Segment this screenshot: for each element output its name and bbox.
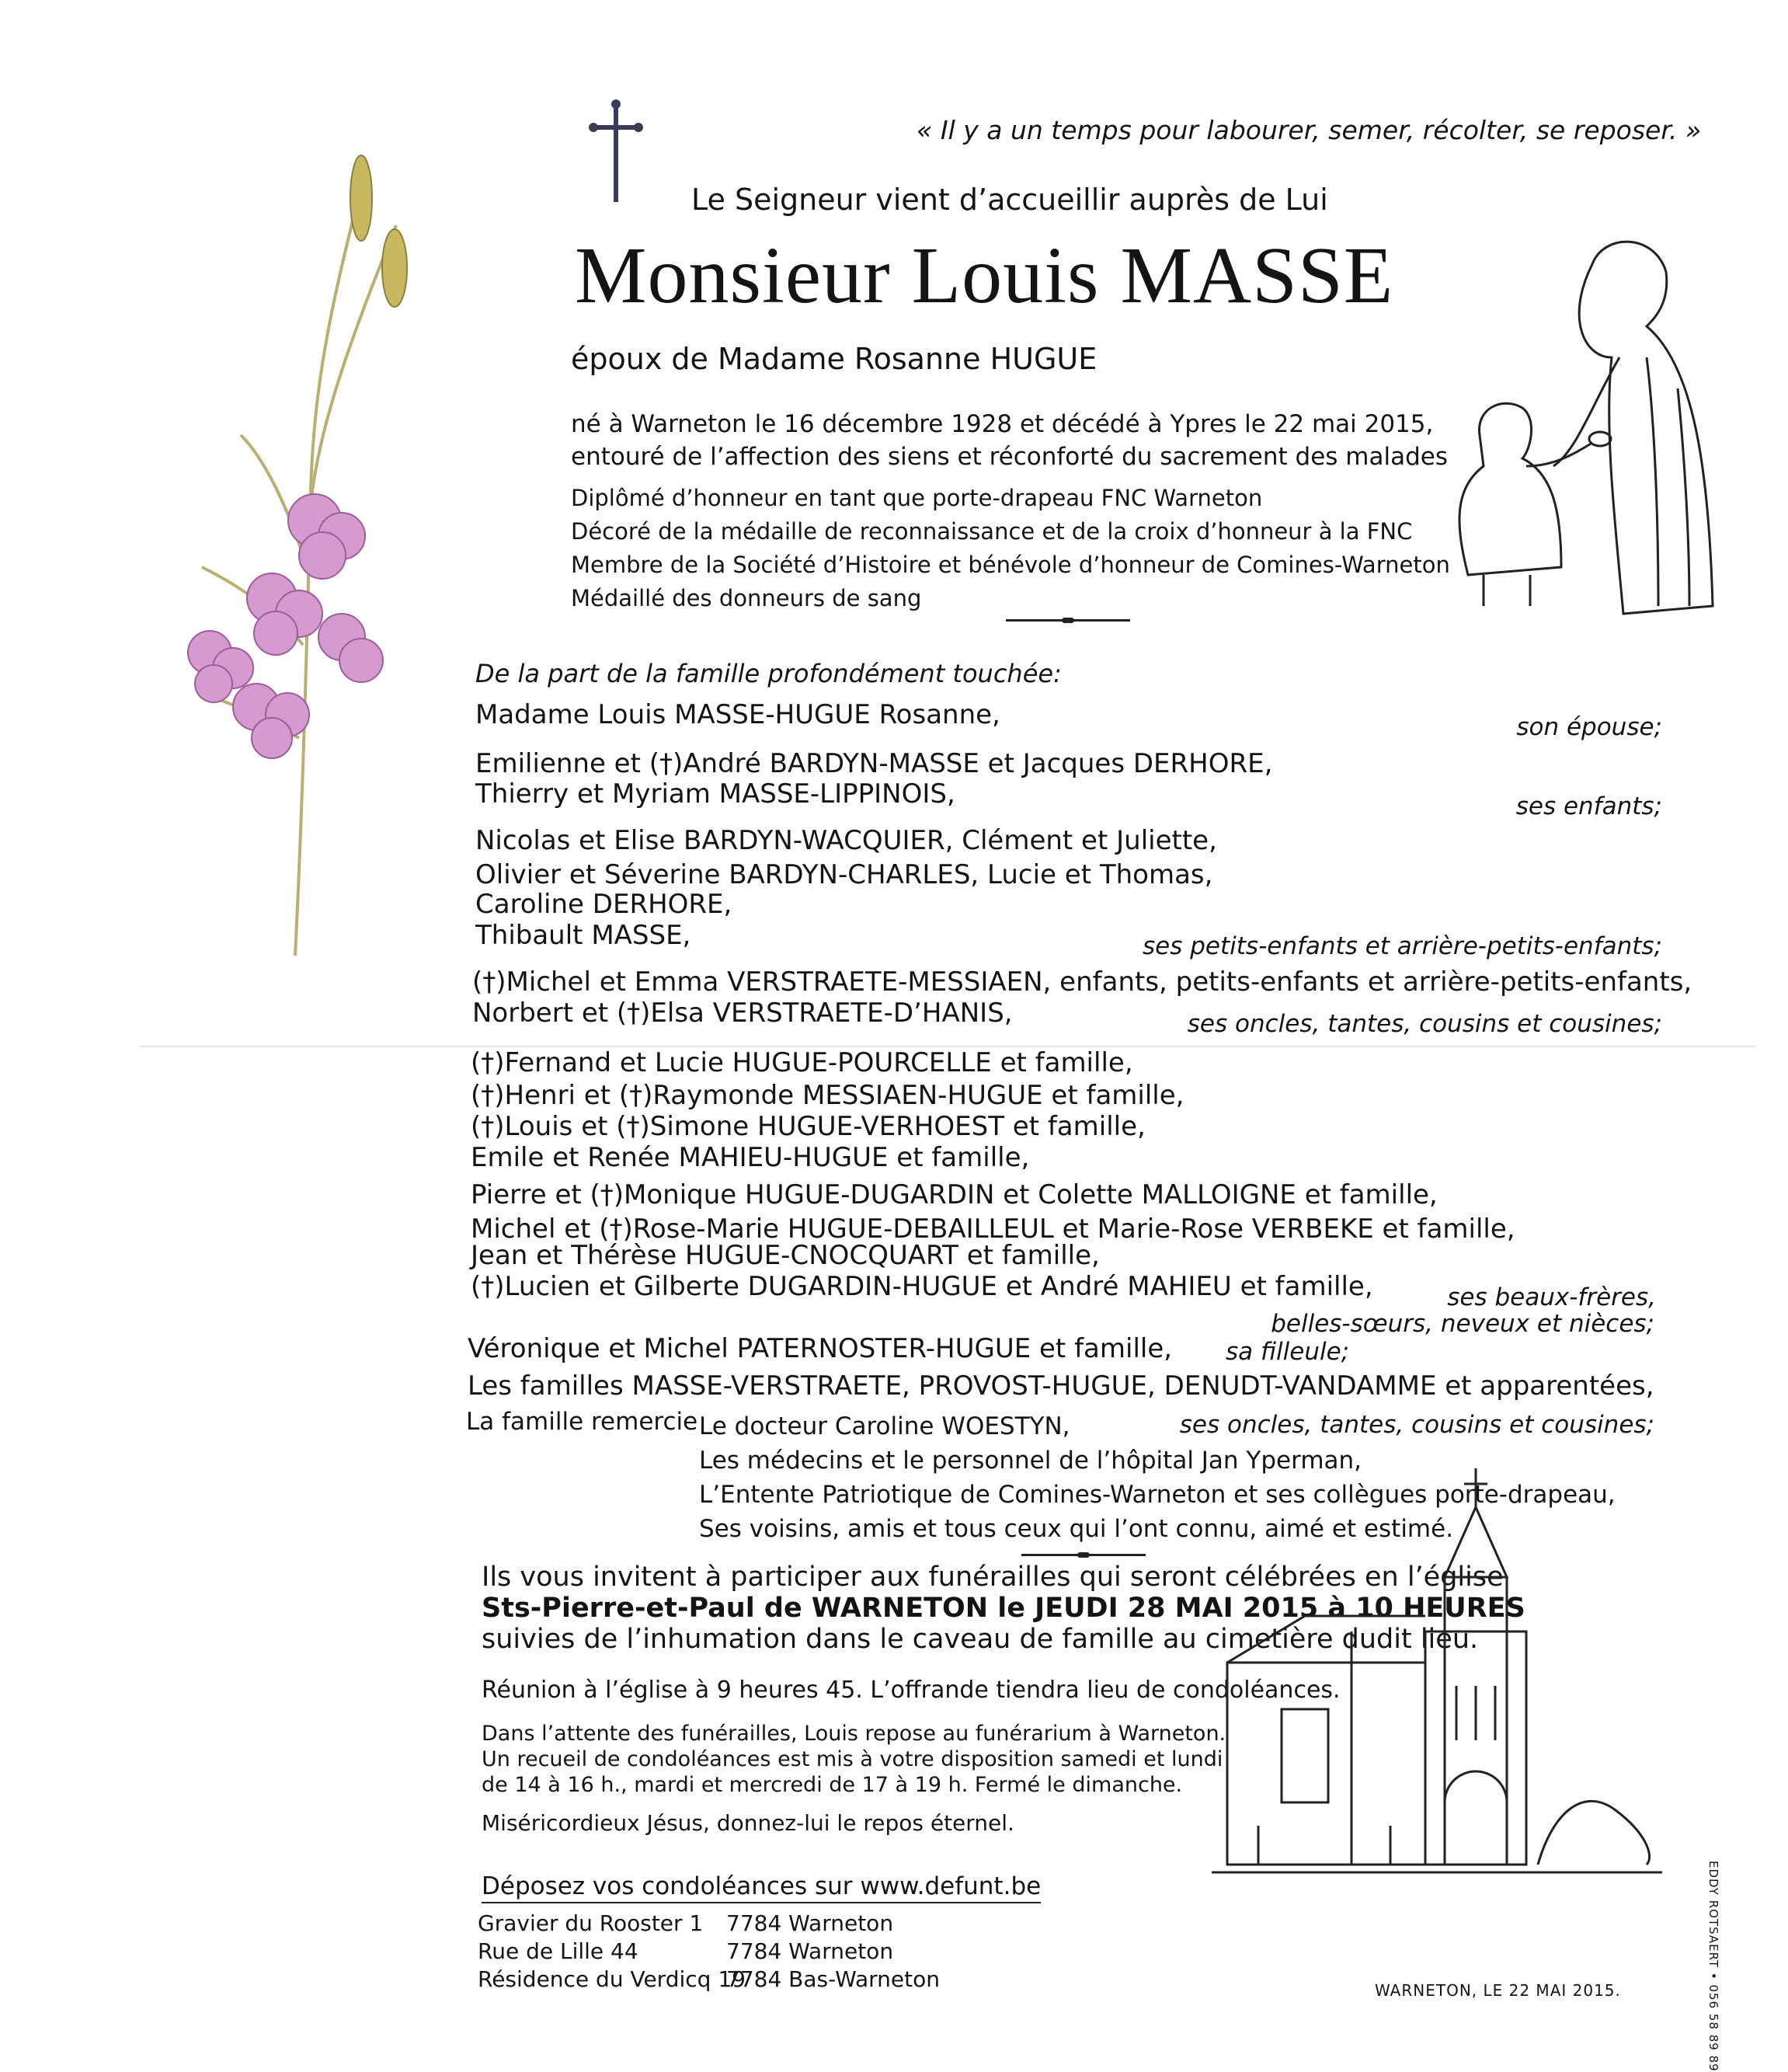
divider <box>1021 1554 1146 1556</box>
thanks-line: L’Entente Patriotique de Comines-Warneton et ses collègues porte-drapeau, <box>699 1481 1616 1509</box>
meeting-info: Réunion à l’église à 9 heures 45. L’offrande tiendra lieu de condoléances. <box>482 1677 1341 1704</box>
honour-line: Médaillé des donneurs de sang <box>571 585 922 611</box>
family-line: (†)Lucien et Gilberte DUGARDIN-HUGUE et André MAHIEU et famille, <box>471 1271 1373 1302</box>
spouse-line: époux de Madame Rosanne HUGUE <box>571 342 1097 376</box>
monk-child-illustration <box>1437 233 1748 622</box>
family-line: Madame Louis MASSE-HUGUE Rosanne, <box>475 699 1000 730</box>
family-line: (†)Fernand et Lucie HUGUE-POURCELLE et famille, <box>471 1047 1133 1078</box>
birth-death-line: né à Warneton le 16 décembre 1928 et décédé à Ypres le 22 mai 2015, <box>571 410 1434 438</box>
thanks-line: Ses voisins, amis et tous ceux qui l’ont connu, aimé et estimé. <box>699 1515 1454 1543</box>
family-line: (†)Henri et (†)Raymonde MESSIAEN-HUGUE et famille, <box>471 1080 1184 1111</box>
family-line: Véronique et Michel PATERNOSTER-HUGUE et famille, <box>468 1333 1173 1364</box>
prayer: Miséricordieux Jésus, donnez-lui le repos éternel. <box>482 1810 1014 1836</box>
honours-block <box>571 482 1450 615</box>
family-heading: De la part de la famille profondément touchée: <box>475 659 1062 688</box>
family-line: Michel et (†)Rose-Marie HUGUE-DEBAILLEUL et Marie-Rose VERBEKE et famille, <box>471 1214 1515 1245</box>
honour-line: Décoré de la médaille de reconnaissance et de la croix d’honneur à la FNC <box>571 518 1413 545</box>
family-line: (†)Louis et (†)Simone HUGUE-VERHOEST et famille, <box>471 1111 1146 1142</box>
family-line: Norbert et (†)Elsa VERSTRAETE-D’HANIS, <box>472 998 1013 1029</box>
intro-text: Le Seigneur vient d’accueillir auprès de Lui <box>691 183 1328 217</box>
condolences-link[interactable]: Déposez vos condoléances sur www.defunt.be <box>482 1872 1041 1903</box>
divider <box>1006 619 1130 622</box>
cross-icon <box>589 99 643 204</box>
address-street: Résidence du Verdicq 19 <box>478 1966 746 1992</box>
family-line: Les familles MASSE-VERSTRAETE, PROVOST-HUGUE, DENUDT-VANDAMME et apparentées, <box>468 1370 1654 1402</box>
address-street: Gravier du Rooster 1 <box>478 1910 704 1936</box>
address-city: 7784 Warneton <box>726 1910 894 1936</box>
thanks-label: La famille remercie <box>466 1408 698 1436</box>
funerarium-line: Un recueil de condoléances est mis à votre disposition samedi et lundi <box>482 1747 1223 1771</box>
family-relation: ses oncles, tantes, cousins et cousines; <box>1179 1411 1654 1439</box>
invitation-line: Ils vous invitent à participer aux funérailles qui seront célébrées en l’église <box>482 1562 1504 1593</box>
family-line: Jean et Thérèse HUGUE-CNOCQUART et famille, <box>471 1240 1100 1271</box>
family-relation: belles-sœurs, neveux et nièces; <box>1271 1310 1654 1338</box>
family-relation: ses beaux-frères, <box>1447 1283 1656 1311</box>
family-relation: ses enfants; <box>1515 792 1662 820</box>
address-city: 7784 Bas-Warneton <box>726 1966 940 1992</box>
family-line: Emilienne et (†)André BARDYN-MASSE et Jacques DERHORE, <box>475 748 1273 779</box>
addresses-streets <box>478 1910 746 1994</box>
invitation-line: Sts-Pierre-et-Paul de WARNETON le JEUDI 28 MAI 2015 à 10 HEURES <box>482 1593 1525 1624</box>
flower-illustration <box>155 101 412 963</box>
address-street: Rue de Lille 44 <box>478 1938 638 1964</box>
family-line: Pierre et (†)Monique HUGUE-DUGARDIN et Colette MALLOIGNE et famille, <box>471 1179 1438 1210</box>
place-date: WARNETON, LE 22 MAI 2015. <box>1375 1981 1621 2000</box>
funerarium-line: Dans l’attente des funérailles, Louis repose au funérarium à Warneton. <box>482 1722 1226 1746</box>
epigraph: « Il y a un temps pour labourer, semer, récolter, se reposer. » <box>917 115 1702 145</box>
family-line: Thierry et Myriam MASSE-LIPPINOIS, <box>475 778 955 810</box>
funerarium-line: de 14 à 16 h., mardi et mercredi de 17 à 19 h. Fermé le dimanche. <box>482 1773 1183 1797</box>
thanks-line: Le docteur Caroline WOESTYN, <box>699 1412 1070 1440</box>
family-line: Olivier et Séverine BARDYN-CHARLES, Lucie et Thomas, <box>475 859 1213 890</box>
family-relation: sa filleule; <box>1226 1338 1350 1366</box>
addresses-cities <box>726 1910 940 1994</box>
family-relation: ses petits-enfants et arrière-petits-enfants; <box>1143 932 1662 960</box>
family-line: Emile et Renée MAHIEU-HUGUE et famille, <box>471 1142 1030 1173</box>
church-illustration <box>1212 1461 1662 1896</box>
family-line: (†)Michel et Emma VERSTRAETE-MESSIAEN, enfants, petits-enfants et arrière-petits-enfants, <box>472 966 1692 998</box>
birth-death-line: entouré de l’affection des siens et réconforté du sacrement des malades <box>571 443 1448 471</box>
birth-death-block <box>571 408 1448 473</box>
funerarium-block <box>482 1721 1226 1798</box>
address-city: 7784 Warneton <box>726 1938 894 1964</box>
family-relation: ses oncles, tantes, cousins et cousines; <box>1187 1010 1662 1038</box>
honour-line: Diplômé d’honneur en tant que porte-drapeau FNC Warneton <box>571 485 1263 511</box>
thanks-line: Les médecins et le personnel de l’hôpital Jan Yperman, <box>699 1447 1362 1475</box>
family-line: Nicolas et Elise BARDYN-WACQUIER, Clément et Juliette, <box>475 825 1217 856</box>
family-line: Thibault MASSE, <box>475 920 691 951</box>
honour-line: Membre de la Société d’Histoire et bénévole d’honneur de Comines-Warneton <box>571 552 1450 578</box>
invitation-line: suivies de l’inhumation dans le caveau de famille au cimetière dudit lieu. <box>482 1624 1479 1655</box>
family-line: Caroline DERHORE, <box>475 889 732 920</box>
printer-credit: EDDY ROTSAERT • 056 58 89 89 <box>1706 1861 1720 2072</box>
family-relation: son épouse; <box>1516 713 1662 741</box>
deceased-name: Monsieur Louis MASSE <box>575 231 1394 320</box>
